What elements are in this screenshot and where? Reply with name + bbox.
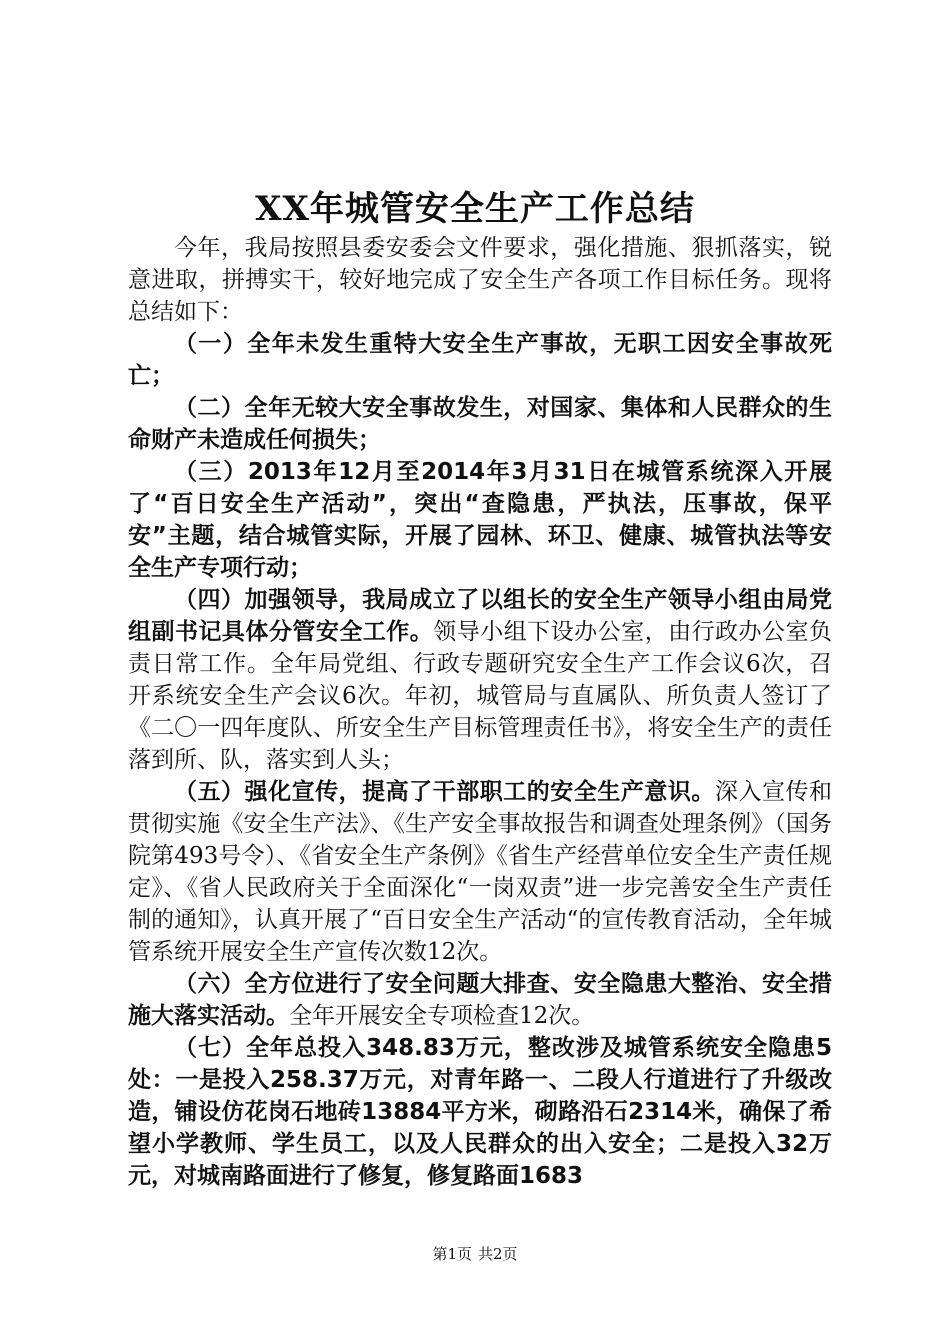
paragraph-bold-lead: （五）强化宣传，提高了干部职工的安全生产意识。	[174, 779, 715, 805]
paragraph-text: 今年，我局按照县委安委会文件要求，强化措施、狠抓落实，锐意进取，拼搏实干，较好地完成了安全生产各项工作目标任务。现将总结如下：	[128, 235, 832, 325]
paragraph-bold-lead: （七）全年总投入348.83万元，整改涉及城管系统安全隐患5处：一是投入258.37万元，对青年路一、二段人行道进行了升级改造，铺设仿花岗石地砖13884平方米，砌路沿石2314米，确保了希望小学教师、学生员工，以及人民群众的出入安全；二是投入32万元，对城南路面进行了修复，修复路面1683	[128, 1035, 832, 1189]
paragraph-bold-lead: （一）全年未发生重特大安全生产事故，无职工因安全事故死亡；	[128, 331, 832, 389]
paragraph-bold-lead: （六）全方位进行了安全问题大排查、安全隐患大整治、安全措施大落实活动。	[128, 971, 832, 1029]
paragraph-item-3	[128, 456, 832, 584]
paragraph-text: 领导小组下设办公室，由行政办公室负责日常工作。全年局党组、行政专题研究安全生产工作会议6次，召开系统安全生产会议6次。年初，城管局与直属队、所负责人签订了《二〇一四年度队、所安全生产目标管理责任书》，将安全生产的责任落到所、队，落实到人头；	[128, 619, 833, 773]
page-footer	[0, 1244, 950, 1264]
document-title: XX年城管安全生产工作总结	[255, 189, 695, 229]
paragraph-bold-lead: （三）2013年12月至2014年3月31日在城管系统深入开展了“百日安全生产活动”，突出“查隐患，严执法，压事故，保平安”主题，结合城管实际，开展了园林、环卫、健康、城管执法等安全生产专项行动；	[128, 459, 832, 581]
paragraph-bold-lead: （二）全年无较大安全事故发生，对国家、集体和人民群众的生命财产未造成任何损失；	[128, 395, 832, 453]
page-total: 共2页	[478, 1245, 518, 1263]
document-body	[128, 232, 832, 1192]
paragraph-text: 深入宣传和贯彻实施《安全生产法》、《生产安全事故报告和调查处理条例》（国务院第493号令）、《省安全生产条例》《省生产经营单位安全生产责任规定》、《省人民政府关于全面深化“一岗双责”进一步完善安全生产责任制的通知》，认真开展了“百日安全生产活动“的宣传教育活动，全年城管系统开展安全生产宣传次数12次。	[128, 779, 833, 965]
paragraph-item-6	[128, 968, 832, 1032]
paragraph-item-4	[128, 584, 832, 776]
paragraph-intro	[128, 232, 832, 328]
paragraph-bold-lead: （四）加强领导，我局成立了以组长的安全生产领导小组由局党组副书记具体分管安全工作。	[128, 587, 832, 645]
paragraph-text: 全年开展安全专项检查12次。	[289, 1003, 595, 1029]
paragraph-item-2	[128, 392, 832, 456]
paragraph-item-5	[128, 776, 832, 968]
paragraph-item-1	[128, 328, 832, 392]
paragraph-item-7	[128, 1032, 832, 1192]
page-number: 第1页	[432, 1245, 472, 1263]
